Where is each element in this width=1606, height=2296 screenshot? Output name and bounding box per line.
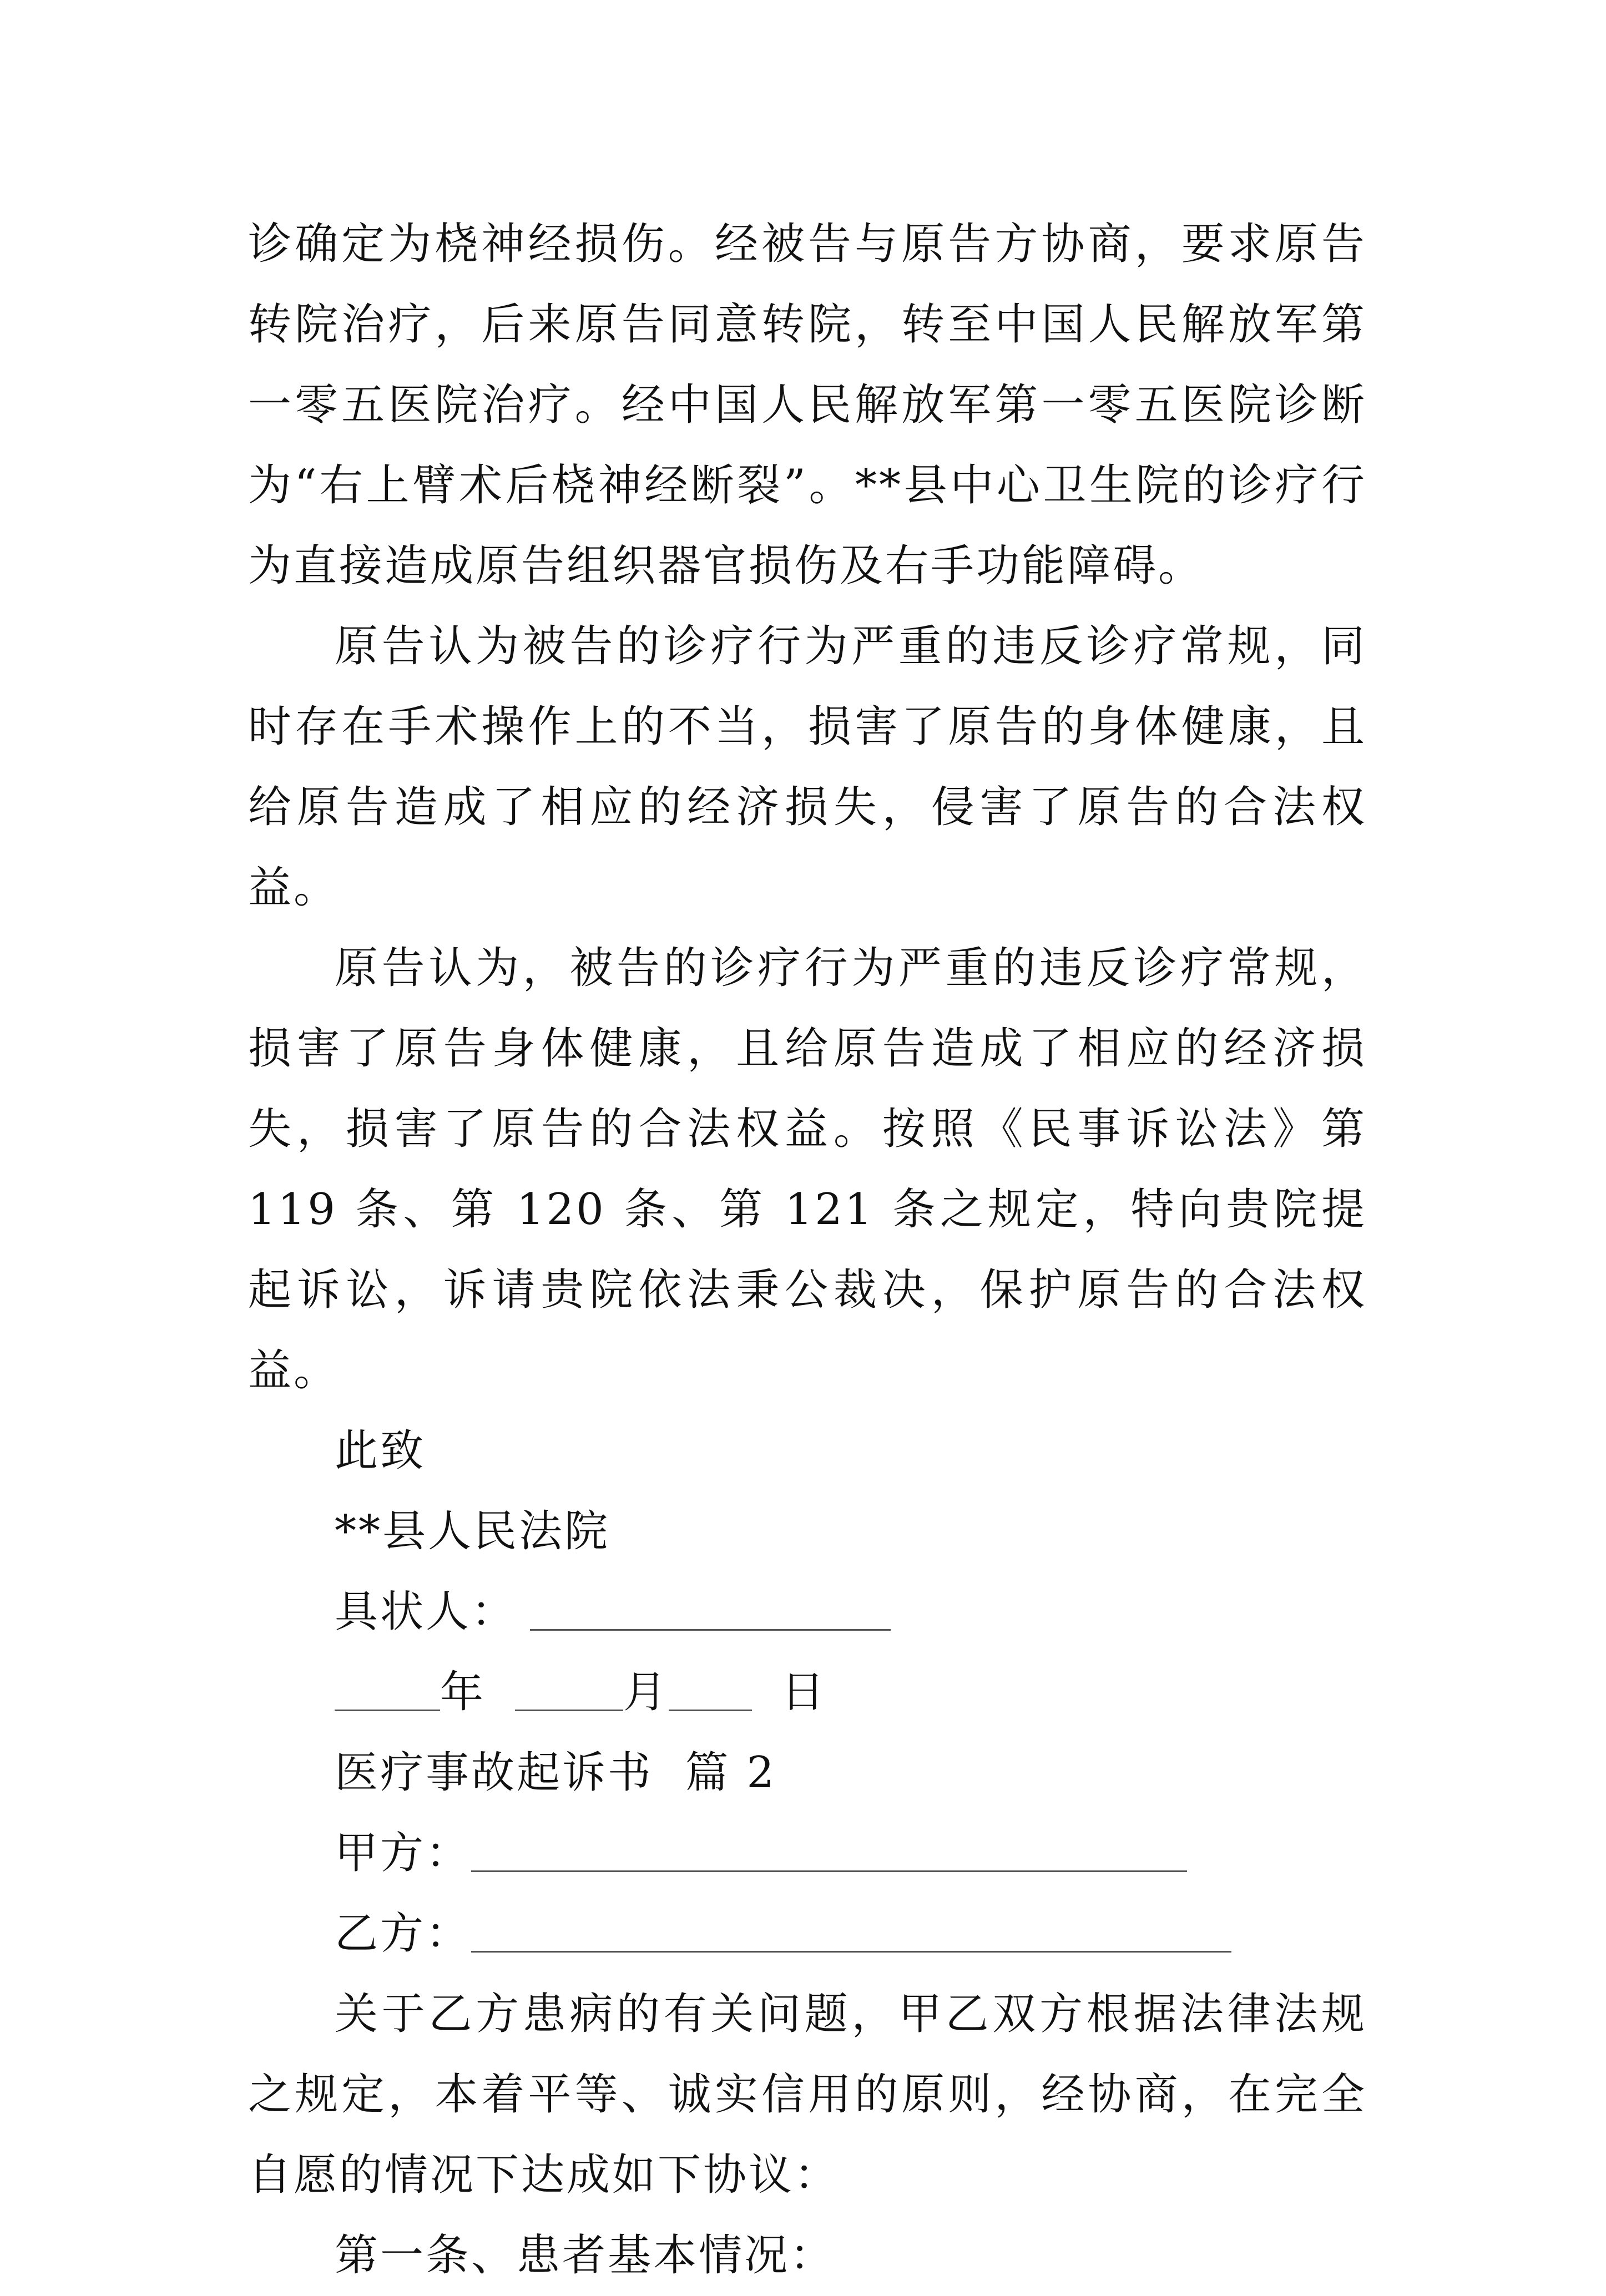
agreement-intro: 关于乙方患病的有关问题，甲乙双方根据法律法规之规定，本着平等、诚实信用的原则，经协商，在完全自愿的情况下达成如下协议： xyxy=(248,1989,1367,2200)
article-one-heading: 第一条、患者基本情况： xyxy=(335,2231,836,2280)
party-b-line xyxy=(248,1894,1367,1974)
year-blank xyxy=(335,1666,440,1711)
party-b-label: 乙方： xyxy=(335,1909,472,1959)
salutation: 此致 xyxy=(335,1426,426,1476)
section-title: 医疗事故起诉书 篇 2 xyxy=(335,1748,777,1798)
party-a-line xyxy=(248,1813,1367,1894)
month-blank xyxy=(515,1666,623,1711)
day-label: 日 xyxy=(781,1667,827,1717)
court-addressee: **县人民法院 xyxy=(335,1506,610,1556)
document-body xyxy=(248,204,1367,2296)
day-blank xyxy=(669,1666,752,1711)
year-label: 年 xyxy=(440,1667,486,1717)
month-label: 月 xyxy=(623,1667,669,1717)
paragraph-legal-basis: 原告认为，被告的诊疗行为严重的违反诊疗常规，损害了原告身体健康，且给原告造成了相应的经济损失，损害了原告的合法权益。按照《民事诉讼法》第 119 条、第 120 条、第 121 条之规定，特向贵院提起诉讼，诉请贵院依法秉公裁决，保护原告的合法权益。 xyxy=(248,943,1367,1395)
party-a-blank xyxy=(471,1827,1187,1872)
party-a-label: 甲方： xyxy=(335,1828,472,1878)
party-b-blank xyxy=(471,1908,1231,1953)
paragraph-plaintiff-view: 原告认为被告的诊疗行为严重的违反诊疗常规，同时存在手术操作上的不当，损害了原告的身体健康，且给原告造成了相应的经济损失，侵害了原告的合法权益。 xyxy=(248,621,1367,913)
signer-blank xyxy=(530,1586,891,1631)
signer-label: 具状人： xyxy=(335,1587,517,1637)
paragraph-diagnosis: 诊确定为桡神经损伤。经被告与原告方协商，要求原告转院治疗，后来原告同意转院，转至中国人民解放军第一零五医院治疗。经中国人民解放军第一零五医院诊断为“右上臂术后桡神经断裂”。**县中心卫生院的诊疗行为直接造成原告组织器官损伤及右手功能障碍。 xyxy=(248,219,1367,591)
signer-line xyxy=(248,1572,1367,1652)
date-line xyxy=(248,1652,1367,1733)
